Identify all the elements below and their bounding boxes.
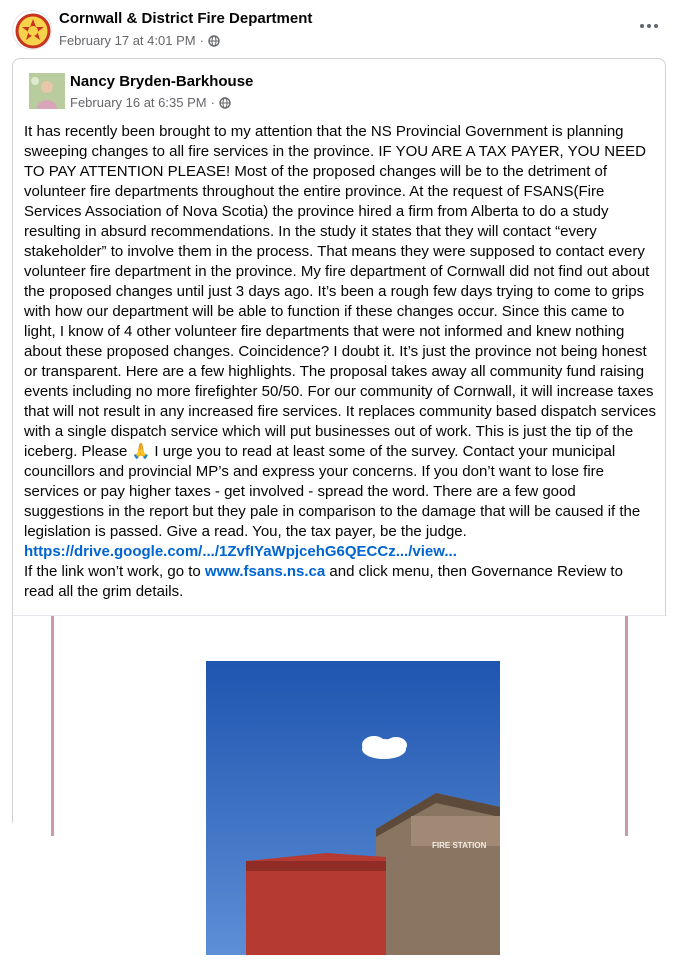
page-avatar[interactable] [12,10,52,50]
more-dot [654,24,658,28]
fire-department-logo-icon [13,11,53,51]
fire-station-photo-svg [206,661,500,955]
footer-before: If the link won’t work, go to [24,563,205,580]
more-dot [647,24,651,28]
globe-icon[interactable] [208,35,220,47]
more-dot [640,24,644,28]
post-timestamp[interactable]: February 17 at 4:01 PM [59,33,196,48]
shared-post-meta [70,95,231,110]
cloud [362,736,407,759]
globe-icon[interactable] [219,97,231,109]
image-frame-left [51,616,54,836]
post-footer-text [24,562,656,602]
page-name[interactable]: Cornwall & District Fire Department [59,10,313,27]
footer-after: and click menu, then Governance Review to read all the grim details. [24,563,623,600]
image-frame-right [625,616,628,836]
post-body [24,122,656,602]
post-text: It has recently been brought to my attention that the NS Provincial Government is planning sweeping changes to all fire services in the province. IF YOU ARE A TAX PAYER, YOU NEED TO PAY ATTENTION PLEASE! Most of the proposed changes will be to the detriment of volunteer fire departments throughout the entire province. At the request of FSANS(Fire Services Association of Nova Scotia) the province hired a firm from Alberta to do a study resulting in absurd recommendations. In the study it states that they will contact “every stakeholder” to involve them in the process. That means they were supposed to contact every volunteer fire department in the province. My fire department of Cornwall did not find out about the proposed changes until just 3 days ago. It’s been a rough few days trying to come to grips with how our department will be able to function if these changes occur. Since this came to light, I know of 4 other volunteer fire departments that were not informed and knew nothing about these proposed changes. Coincidence? I doubt it. It’s just the province not being honest or transparent. Here are a few highlights. The proposal takes away all community fund raising events including no more firefighter 50/50. For our community of Cornwall, it will increase taxes that will not result in any increased fire services. It replaces community based dispatch services with a single dispatch service which will put businesses out of work. This is just the tip of the iceberg. Please 🙏 I urge you to read at least some of the survey. Contact your municipal councillors and provincial MP’s and express your concerns. If you don’t want to lose fire services or pay higher taxes - get involved - spread the word. There are a few good suggestions in the report but they pale in comparison to the damage that will be caused if the legislation is passed. Give a read. You, the tax payer, be the judge. [24,123,656,540]
fsans-link[interactable]: www.fsans.ns.ca [204,563,326,580]
author-name[interactable]: Nancy Bryden-Barkhouse [70,73,254,90]
post-image[interactable] [13,615,667,850]
meta-separator: · [210,95,215,110]
shared-post-card[interactable] [12,58,666,850]
meta-separator: · [199,33,204,48]
fire-station-photo [206,661,500,955]
drive-link[interactable]: https://drive.google.com/.../1ZvfIYaWpjcehG6QECCz.../view... [24,543,457,560]
post-meta [59,33,220,48]
shared-post-timestamp[interactable]: February 16 at 6:35 PM [70,95,207,110]
more-options-button[interactable] [633,14,665,38]
author-avatar-photo [29,73,65,109]
author-avatar[interactable] [29,73,65,109]
station-sign-text: FIRE STATION [432,841,487,850]
post-header [0,0,677,58]
